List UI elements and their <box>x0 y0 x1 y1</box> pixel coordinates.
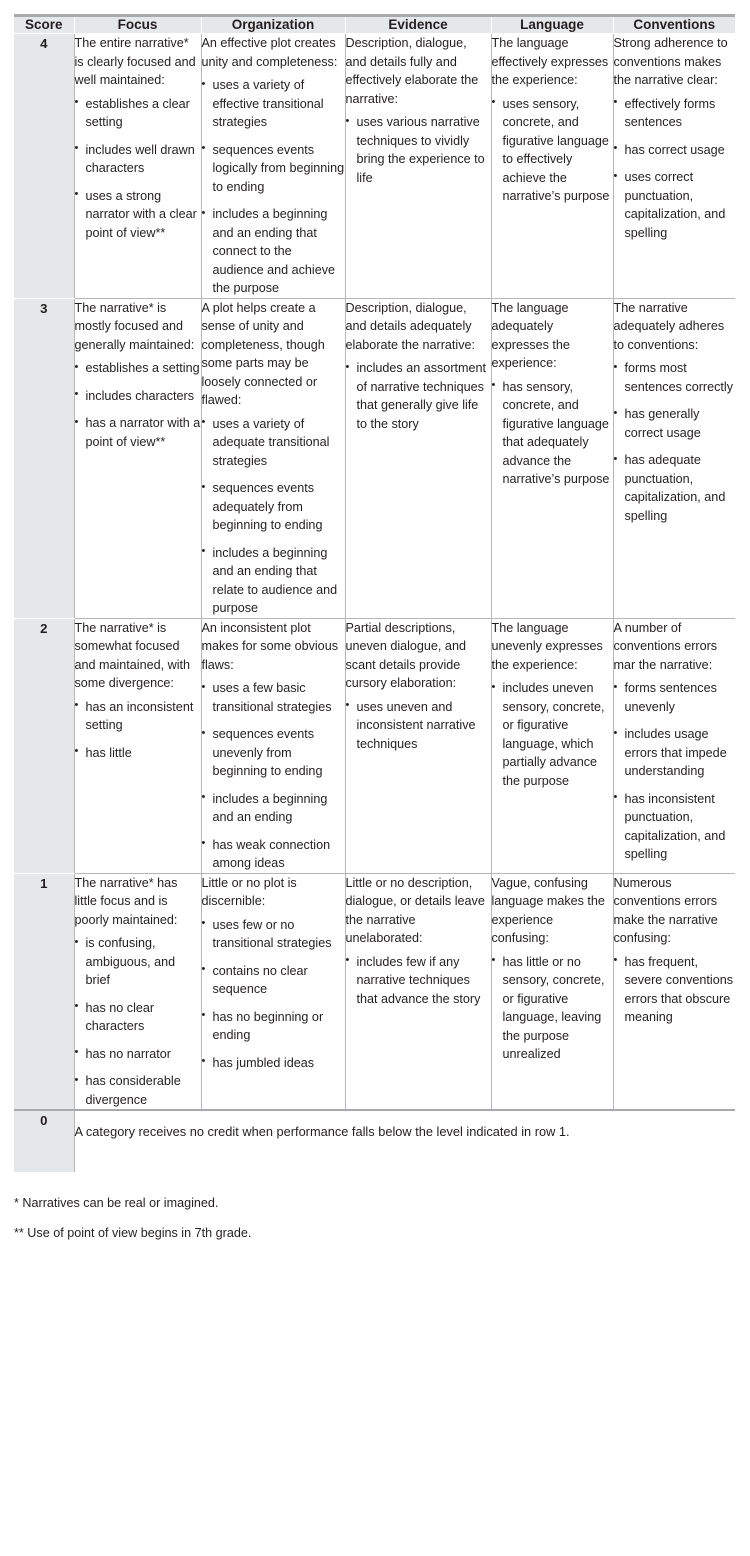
criteria-list <box>75 95 201 243</box>
criteria-lead: The narrative* is mostly focused and generally maintained: <box>74 300 195 352</box>
criteria-list <box>202 679 345 873</box>
criteria-lead: An inconsistent plot makes for some obvious flaws: <box>201 620 338 672</box>
cell-focus <box>74 618 201 873</box>
cell-organization <box>201 618 345 873</box>
cell-focus <box>74 873 201 1110</box>
criteria-list <box>614 953 736 1027</box>
criteria-item: • establishes a setting <box>75 359 201 378</box>
criteria-lead: Little or no plot is discernible: <box>201 875 297 909</box>
criteria-lead: The language unevenly expresses the experience: <box>491 620 603 672</box>
criteria-list <box>75 359 201 451</box>
criteria-item: • includes a beginning and an ending that connect to the audience and achieve the purpose <box>202 205 345 298</box>
cell-organization <box>201 873 345 1110</box>
cell-conventions <box>613 618 735 873</box>
cell-focus <box>74 298 201 618</box>
criteria-list <box>346 113 491 187</box>
criteria-item: • uses a strong narrator with a clear point of view** <box>75 187 201 243</box>
narrative-writing-rubric-table <box>14 14 735 1172</box>
criteria-lead: The narrative* has little focus and is poorly maintained: <box>74 875 178 927</box>
criteria-lead: Numerous conventions errors make the narrative confusing: <box>613 875 718 946</box>
criteria-item: • has inconsistent punctuation, capitalization, and spelling <box>614 790 736 864</box>
criteria-item: • sequences events unevenly from beginning to ending <box>202 725 345 781</box>
cell-evidence <box>345 298 491 618</box>
score-value: 0 <box>14 1110 74 1172</box>
criteria-item: • effectively forms sentences <box>614 95 736 132</box>
criteria-item: • sequences events logically from beginning to ending <box>202 141 345 197</box>
criteria-item: • has little <box>75 744 201 763</box>
criteria-item: • uses correct punctuation, capitalization, and spelling <box>614 168 736 242</box>
column-header-conventions: Conventions <box>613 16 735 34</box>
criteria-item: • has correct usage <box>614 141 736 160</box>
criteria-list <box>614 679 736 864</box>
criteria-lead: The language adequately expresses the experience: <box>491 300 570 371</box>
criteria-list <box>346 953 491 1009</box>
criteria-lead: Description, dialogue, and details adequately elaborate the narrative: <box>345 300 476 352</box>
criteria-lead: Little or no description, dialogue, or details leave the narrative unelaborated: <box>345 875 485 946</box>
criteria-lead: Strong adherence to conventions makes the narrative clear: <box>613 36 728 88</box>
cell-conventions <box>613 873 735 1110</box>
criteria-item: • has sensory, concrete, and figurative language that adequately advance the narrative’s purpose <box>492 378 613 489</box>
cell-conventions <box>613 298 735 618</box>
criteria-item: • uses few or no transitional strategies <box>202 916 345 953</box>
table-body <box>14 34 735 1172</box>
criteria-item: • has an inconsistent setting <box>75 698 201 735</box>
criteria-item: • includes few if any narrative techniques that advance the story <box>346 953 491 1009</box>
column-header-organization: Organization <box>201 16 345 34</box>
table-row <box>14 618 735 873</box>
criteria-item: • has considerable divergence <box>75 1072 201 1109</box>
column-header-focus: Focus <box>74 16 201 34</box>
score-value: 1 <box>14 873 74 1110</box>
table-row <box>14 34 735 299</box>
criteria-list <box>614 359 736 525</box>
header-row <box>14 16 735 34</box>
table-row <box>14 873 735 1110</box>
score-value: 4 <box>14 34 74 299</box>
column-header-evidence: Evidence <box>345 16 491 34</box>
score-value: 3 <box>14 298 74 618</box>
cell-language <box>491 298 613 618</box>
criteria-item: • uses uneven and inconsistent narrative techniques <box>346 698 491 754</box>
criteria-lead: The language effectively expresses the experience: <box>491 36 609 88</box>
cell-evidence <box>345 34 491 299</box>
cell-organization <box>201 298 345 618</box>
criteria-item: • forms sentences unevenly <box>614 679 736 716</box>
criteria-item: • forms most sentences correctly <box>614 359 736 396</box>
criteria-item: • has jumbled ideas <box>202 1054 345 1073</box>
criteria-item: • includes usage errors that impede understanding <box>614 725 736 781</box>
criteria-list <box>492 679 613 790</box>
cell-evidence <box>345 873 491 1110</box>
criteria-item: • has no clear characters <box>75 999 201 1036</box>
criteria-lead: Vague, confusing language makes the experience confusing: <box>491 875 605 946</box>
criteria-list <box>492 953 613 1064</box>
criteria-item: • includes a beginning and an ending that relate to audience and purpose <box>202 544 345 618</box>
score-value: 2 <box>14 618 74 873</box>
criteria-item: • has little or no sensory, concrete, or figurative language, leaving the purpose unrealized <box>492 953 613 1064</box>
criteria-lead: The narrative adequately adheres to conventions: <box>613 300 725 352</box>
criteria-item: • uses various narrative techniques to vividly bring the experience to life <box>346 113 491 187</box>
criteria-lead: An effective plot creates unity and completeness: <box>201 36 338 69</box>
criteria-item: • has frequent, severe conventions errors that obscure meaning <box>614 953 736 1027</box>
criteria-lead: A number of conventions errors mar the narrative: <box>613 620 718 672</box>
table-row <box>14 298 735 618</box>
criteria-item: • has generally correct usage <box>614 405 736 442</box>
footnotes <box>14 1194 750 1243</box>
criteria-list <box>346 698 491 754</box>
criteria-item: • uses sensory, concrete, and figurative language to effectively achieve the narrative’s purpose <box>492 95 613 206</box>
criteria-lead: Partial descriptions, uneven dialogue, and scant details provide cursory elaboration: <box>345 620 466 691</box>
table-row-zero <box>14 1110 735 1172</box>
criteria-item: • has no narrator <box>75 1045 201 1064</box>
column-header-language: Language <box>491 16 613 34</box>
criteria-item: • includes an assortment of narrative techniques that generally give life to the story <box>346 359 491 433</box>
criteria-list <box>492 95 613 206</box>
criteria-list <box>614 95 736 243</box>
criteria-item: • establishes a clear setting <box>75 95 201 132</box>
criteria-item: • has no beginning or ending <box>202 1008 345 1045</box>
footnote-single-asterisk: * Narratives can be real or imagined. <box>14 1195 219 1210</box>
criteria-list <box>346 359 491 433</box>
cell-organization <box>201 34 345 299</box>
criteria-list <box>75 698 201 763</box>
criteria-item: • has a narrator with a point of view** <box>75 414 201 451</box>
cell-evidence <box>345 618 491 873</box>
criteria-item: • includes characters <box>75 387 201 406</box>
criteria-item: • has adequate punctuation, capitalization, and spelling <box>614 451 736 525</box>
criteria-item: • uses a few basic transitional strategies <box>202 679 345 716</box>
criteria-item: • has weak connection among ideas <box>202 836 345 873</box>
cell-language <box>491 618 613 873</box>
criteria-lead: The narrative* is somewhat focused and maintained, with some divergence: <box>74 620 191 691</box>
criteria-lead: The entire narrative* is clearly focused and well maintained: <box>74 36 196 88</box>
rubric-page <box>0 14 750 1556</box>
criteria-item: • sequences events adequately from beginning to ending <box>202 479 345 535</box>
cell-language <box>491 873 613 1110</box>
column-header-score: Score <box>14 16 74 34</box>
criteria-item: • is confusing, ambiguous, and brief <box>75 934 201 990</box>
zero-row-description: A category receives no credit when performance falls below the level indicated in row 1. <box>74 1110 735 1172</box>
criteria-list <box>492 378 613 489</box>
criteria-list <box>202 415 345 618</box>
criteria-lead: Description, dialogue, and details fully and effectively elaborate the narrative: <box>345 36 479 106</box>
criteria-item: • includes a beginning and an ending <box>202 790 345 827</box>
cell-language <box>491 34 613 299</box>
cell-conventions <box>613 34 735 299</box>
criteria-item: • includes well drawn characters <box>75 141 201 178</box>
criteria-item: • uses a variety of effective transitional strategies <box>202 76 345 132</box>
table-header <box>14 16 735 34</box>
criteria-list <box>75 934 201 1109</box>
criteria-item: • uses a variety of adequate transitional strategies <box>202 415 345 471</box>
criteria-lead: A plot helps create a sense of unity and completeness, though some parts may be loosely connected or flawed: <box>201 300 325 408</box>
cell-focus <box>74 34 201 299</box>
criteria-item: • includes uneven sensory, concrete, or figurative language, which partially advance the purpose <box>492 679 613 790</box>
footnote-double-asterisk: ** Use of point of view begins in 7th grade. <box>14 1225 252 1240</box>
criteria-list <box>202 916 345 1073</box>
criteria-item: • contains no clear sequence <box>202 962 345 999</box>
criteria-list <box>202 76 345 298</box>
